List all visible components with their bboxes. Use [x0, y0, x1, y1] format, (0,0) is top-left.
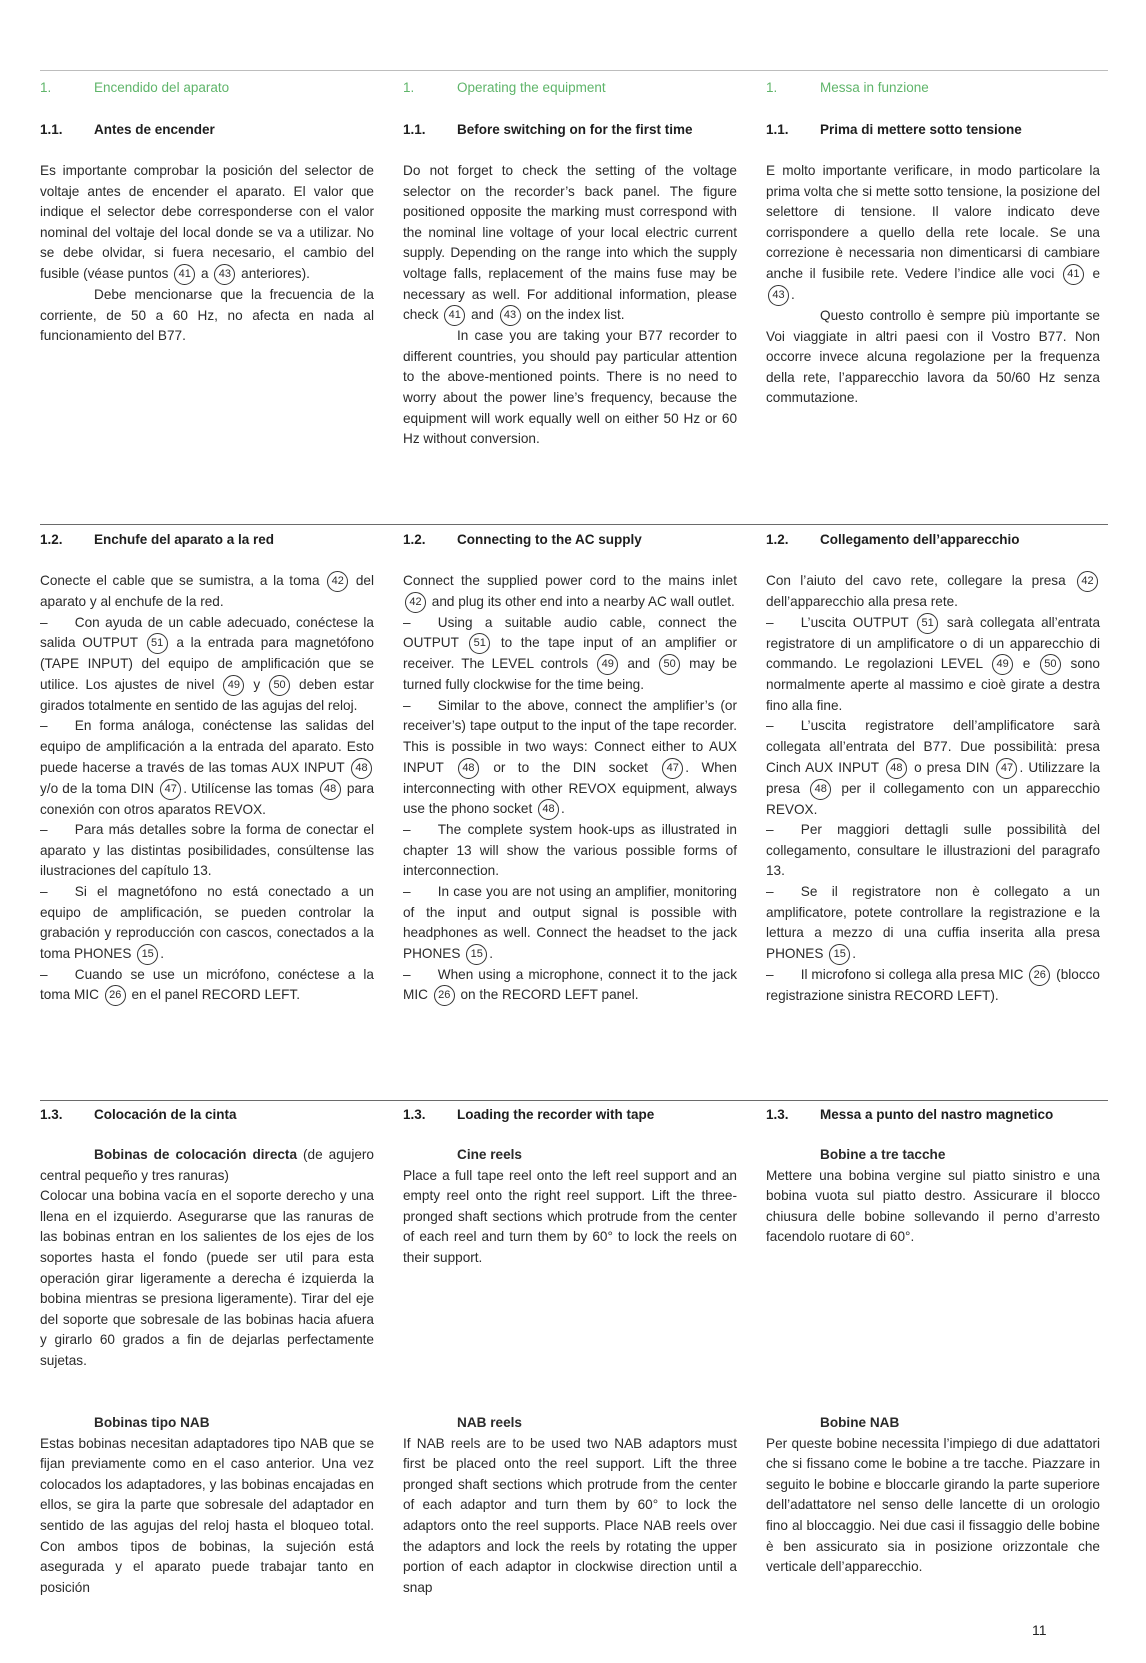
ref-50: 50: [659, 654, 680, 675]
paragraph: – Per maggiori dettagli sulle possibilità del collegamento, consultare le illustrazioni del paragrafo 13.: [766, 822, 1100, 879]
section-1-1-heading-en: 1.1. Before switching on for the first time: [403, 122, 693, 137]
paragraph: Colocar una bobina vacía en el soporte derecho y una llena en el izquierdo. Asegurarse que las ranuras de las bobinas entran en los salientes de los ejes de los soportes hasta el fondo (puede ser util para esta operación girar ligeramente a derecha é izquierda la bobina mientras se presiona ligeramente). Tirar del eje del soporte que sobresale de las bobinas hacia afuera y girarlo 60 grados a fin de dejarlas perfectamente sujetas.: [40, 1188, 374, 1368]
paragraph: [403, 1145, 737, 1166]
chapter-heading-es: 1. Encendido del aparato: [40, 80, 230, 95]
ref-47: 47: [996, 758, 1017, 779]
paragraph: Questo controllo è sempre più importante se Voi viaggiate in altri paesi con il Vostro B77. Non occorre invece alcuna regolazione per la frequenza della rete, l’apparecchio lavora da 50/60 Hz senza commutazione.: [766, 307, 1100, 406]
paragraph: Bobinas de colocación directa (de agujero central pequeño y tres ranuras): [40, 1147, 374, 1183]
section-1-2-heading-es: 1.2. Enchufe del aparato a la red: [40, 532, 275, 547]
section-1-2-body-es: [40, 571, 374, 1006]
paragraph: If NAB reels are to be used two NAB adaptors must first be placed onto the reel support. Lift the three pronged shaft sections which protrude from the center of each adaptor and turn them by 60° to lock the adaptors onto the reel supports. Place NAB reels over the adaptors and lock the reels by rotating the upper portion of each adaptor in clockwise direction until a snap: [403, 1435, 737, 1595]
paragraph: Con l’aiuto del cavo rete, collegare la presa 42 dell’apparecchio alla presa rete.: [766, 571, 1100, 613]
paragraph: In case you are taking your B77 recorder to different countries, you should pay particular attention to the above-mentioned points. There is no need to worry about the power line’s frequency, because the equipment will work equally well on either 50 Hz or 60 Hz without conversion.: [403, 328, 737, 447]
paragraph: [766, 1145, 1100, 1166]
paragraph: – When using a microphone, connect it to the jack MIC 26 on the RECORD LEFT panel.: [403, 965, 737, 1007]
ref-48: 48: [886, 758, 907, 779]
paragraph: Es importante comprobar la posición del selector de voltaje antes de encender el aparato. El valor que indique el selector debe corresponderse con el valor nominal del voltaje del local donde se va a utilizar. No se debe olvidar, si fuera necesario, el cambio del fusible (véase puntos 41 a 43 anteriores).: [40, 161, 374, 285]
paragraph: – In case you are not using an amplifier, monitoring of the input and output signal is possible with headphones as well. Connect the headset to the jack PHONES 15 .: [403, 882, 737, 965]
paragraph: – Si el magnetófono no está conectado a un equipo de amplificación, se pueden controlar la grabación y reproducción con cascos, conectados a la toma PHONES 15 .: [40, 882, 374, 965]
paragraph: E molto importante verificare, in modo particolare la prima volta che si mette sotto tensione, la posizione del selettore di tensione. Il valore indicato deve corrispondere a quello della rete locale. Se una correzione è necessaria non dimenticarsi di cambiare anche il fusibile rete. Vedere l’indice alle voci 41 e 43 .: [766, 161, 1100, 306]
section-1-1-heading-es: 1.1. Antes de encender: [40, 122, 215, 137]
ref-49: 49: [992, 654, 1013, 675]
section-1-3-heading-en: 1.3. Loading the recorder with tape: [403, 1107, 655, 1122]
ref-47: 47: [662, 758, 683, 779]
paragraph: Estas bobinas necesitan adaptadores tipo NAB que se fijan previamente como en el caso anterior. Una vez colocados los adaptadores, y las bobinas encajadas en ellos, se gira la parte que sobresale del adaptador en sentido de las agujas del reloj hasta el bloqueo total. Con ambos tipos de bobinas, la sujeción está asegurada y el aparato puede trabajar tanto en posición: [40, 1435, 374, 1595]
ref-26: 26: [1029, 965, 1050, 986]
paragraph: [40, 1413, 374, 1434]
paragraph: Per queste bobine necessita l’impiego di due adattatori che si fissano come le bobine a tre tacche. Piazzare in seguito le bobine e bloccarle girando la parte superiore dell’adattatore nel senso delle lancette di un orologio fino al bloccaggio. Nei due casi il fissaggio delle bobine è ben assicurato sia in posizione orizzontale che verticale dell’apparecchio.: [766, 1435, 1100, 1575]
ref-50: 50: [269, 675, 290, 696]
paragraph: Debe mencionarse que la frecuencia de la corriente, de 50 a 60 Hz, no afecta en nada al funcionamiento del B77.: [40, 286, 374, 344]
ref-42: 42: [405, 592, 426, 613]
ref-48: 48: [810, 779, 831, 800]
ref-43: 43: [500, 305, 521, 326]
ref-15: 15: [829, 944, 850, 965]
page-number: 11: [1032, 1622, 1047, 1638]
paragraph: – Con ayuda de un cable adecuado, conéctese la salida OUTPUT 51 a la entrada para magnetófono (TAPE INPUT) del equipo de amplificación que se utilice. Los ajustes de nivel 49 y 50 deben estar girados totalmente en sentido de las agujas del reloj.: [40, 614, 374, 713]
section-1-2-heading-en: 1.2. Connecting to the AC supply: [403, 532, 642, 547]
section-1-3-heading-es: 1.3. Colocación de la cinta: [40, 1107, 237, 1122]
subheading: Bobine NAB: [820, 1415, 900, 1430]
ref-48: 48: [351, 758, 372, 779]
nab-body-en: [403, 1413, 737, 1598]
section-1-3-body-en: [403, 1145, 737, 1269]
paragraph: Conecte el cable que se sumistra, a la toma 42 del aparato y al enchufe de la red.: [40, 571, 374, 613]
chapter-heading-it: 1. Messa in funzione: [766, 80, 929, 95]
section-1-1-body-es: [40, 161, 374, 347]
paragraph: Do not forget to check the setting of the voltage selector on the recorder’s back panel. The figure positioned opposite the marking must correspond with the nominal line voltage of your local electric current supply. Depending on the range into which the supply voltage falls, replacement of the mains fuse may be necessary as well. For additional information, please check 41 and 43 on the index list.: [403, 161, 737, 326]
section-1-1-body-it: [766, 161, 1100, 409]
section-1-3-heading-it: 1.3. Messa a punto del nastro magnetico: [766, 1107, 1054, 1122]
ref-49: 49: [223, 675, 244, 696]
ref-41: 41: [444, 305, 465, 326]
paragraph: – L’uscita registratore dell’amplificatore sarà collegata all’entrata del B77. Due possibilità: presa Cinch AUX INPUT 48 o presa DIN 47 . Utilizzare la presa 48 per il collegamento con un apparecchio REVOX.: [766, 718, 1101, 817]
subheading: Bobinas de colocación directa: [94, 1147, 298, 1162]
ref-49: 49: [597, 654, 618, 675]
ref-15: 15: [137, 944, 158, 965]
top-rule: [40, 70, 1108, 71]
section-1-3-body-it: [766, 1145, 1100, 1248]
paragraph: Mettere una bobina vergine sul piatto sinistro e una bobina vuota sul piatto destro. Assicurare il blocco chiusura delle bobine sollevando il perno d’arresto facendolo ruotare di 60°.: [766, 1167, 1100, 1245]
ref-41: 41: [174, 264, 195, 285]
paragraph: – Similar to the above, connect the amplifier’s (or receiver’s) tape output to the input of the tape recorder. This is possible in two ways: Connect either to AUX INPUT 48 or to the DIN socket 47 . When interconnecting with other REVOX equipment, always use the phono socket 48 .: [403, 696, 737, 820]
paragraph: – En forma análoga, conéctense las salidas del equipo de amplificación a la entrada del aparato. Esto puede hacerse a través de las tomas AUX INPUT 48 y/o de la toma DIN 47 . Utilícense las tomas 48 para conexión con otros aparatos REVOX.: [40, 718, 375, 817]
section-1-1-body-en: [403, 161, 737, 450]
paragraph: – The complete system hook-ups as illustrated in chapter 13 will show the various possible forms of interconnection.: [403, 822, 737, 879]
paragraph: [766, 1413, 1100, 1434]
paragraph: – Il microfono si collega alla presa MIC 26 (blocco registrazione sinistra RECORD LEFT).: [766, 965, 1100, 1007]
section-1-2-body-it: [766, 571, 1100, 1006]
subheading: Bobine a tre tacche: [820, 1147, 946, 1162]
section-1-2-body-en: [403, 571, 737, 1006]
subheading: Bobinas tipo NAB: [94, 1415, 210, 1430]
ref-43: 43: [214, 264, 235, 285]
section-divider: [40, 1100, 1108, 1101]
chapter-heading-en: 1. Operating the equipment: [403, 80, 606, 95]
ref-26: 26: [434, 985, 455, 1006]
ref-48: 48: [320, 779, 341, 800]
section-1-2-heading-it: 1.2. Collegamento dell’apparecchio: [766, 532, 1020, 547]
ref-48: 48: [538, 799, 559, 820]
ref-51: 51: [147, 633, 168, 654]
nab-body-it: [766, 1413, 1100, 1578]
ref-41: 41: [1063, 264, 1084, 285]
ref-43: 43: [768, 285, 789, 306]
ref-51: 51: [917, 613, 938, 634]
paragraph: – Para más detalles sobre la forma de conectar el aparato y las distintas posibilidades, consúltense las ilustraciones del capítulo 13.: [40, 822, 374, 879]
paragraph: Connect the supplied power cord to the mains inlet 42 and plug its other end into a nearby AC wall outlet.: [403, 571, 737, 613]
section-1-3-body-es: [40, 1145, 374, 1372]
paragraph: – Cuando se use un micrófono, conéctese a la toma MIC 26 en el panel RECORD LEFT.: [40, 965, 374, 1007]
ref-48: 48: [458, 758, 479, 779]
paragraph: – L’uscita OUTPUT 51 sarà collegata all’entrata registratore di un amplificatore o di un apparecchio di commando. Le regolazioni LEVEL 49 e 50 sono normalmente aperte al massimo e cioè girate a destra fino alla fine.: [766, 613, 1100, 717]
subheading: Cine reels: [457, 1147, 522, 1162]
paragraph: – Se il registratore non è collegato a un amplificatore, potete controllare la registrazione e la lettura a mezzo di una cuffia inserita alla presa PHONES 15 .: [766, 882, 1100, 965]
section-1-1-heading-it: 1.1. Prima di mettere sotto tensione: [766, 122, 1022, 137]
paragraph: Place a full tape reel onto the left reel support and an empty reel onto the right reel support. Lift the three-pronged shaft sections which protrude from the center of each reel and turn them by 60° to lock the reels on their support.: [403, 1167, 737, 1265]
ref-42: 42: [1077, 571, 1098, 592]
ref-26: 26: [105, 985, 126, 1006]
paragraph: [403, 1413, 737, 1434]
section-divider: [40, 524, 1108, 525]
paragraph: – Using a suitable audio cable, connect the OUTPUT 51 to the tape input of an amplifier or receiver. The LEVEL controls 49 and 50 may be turned fully clockwise for the time being.: [403, 614, 738, 693]
ref-50: 50: [1040, 654, 1061, 675]
ref-51: 51: [469, 633, 490, 654]
ref-42: 42: [327, 571, 348, 592]
ref-15: 15: [466, 944, 487, 965]
ref-47: 47: [160, 779, 181, 800]
nab-body-es: [40, 1413, 374, 1598]
subheading: NAB reels: [457, 1415, 522, 1430]
